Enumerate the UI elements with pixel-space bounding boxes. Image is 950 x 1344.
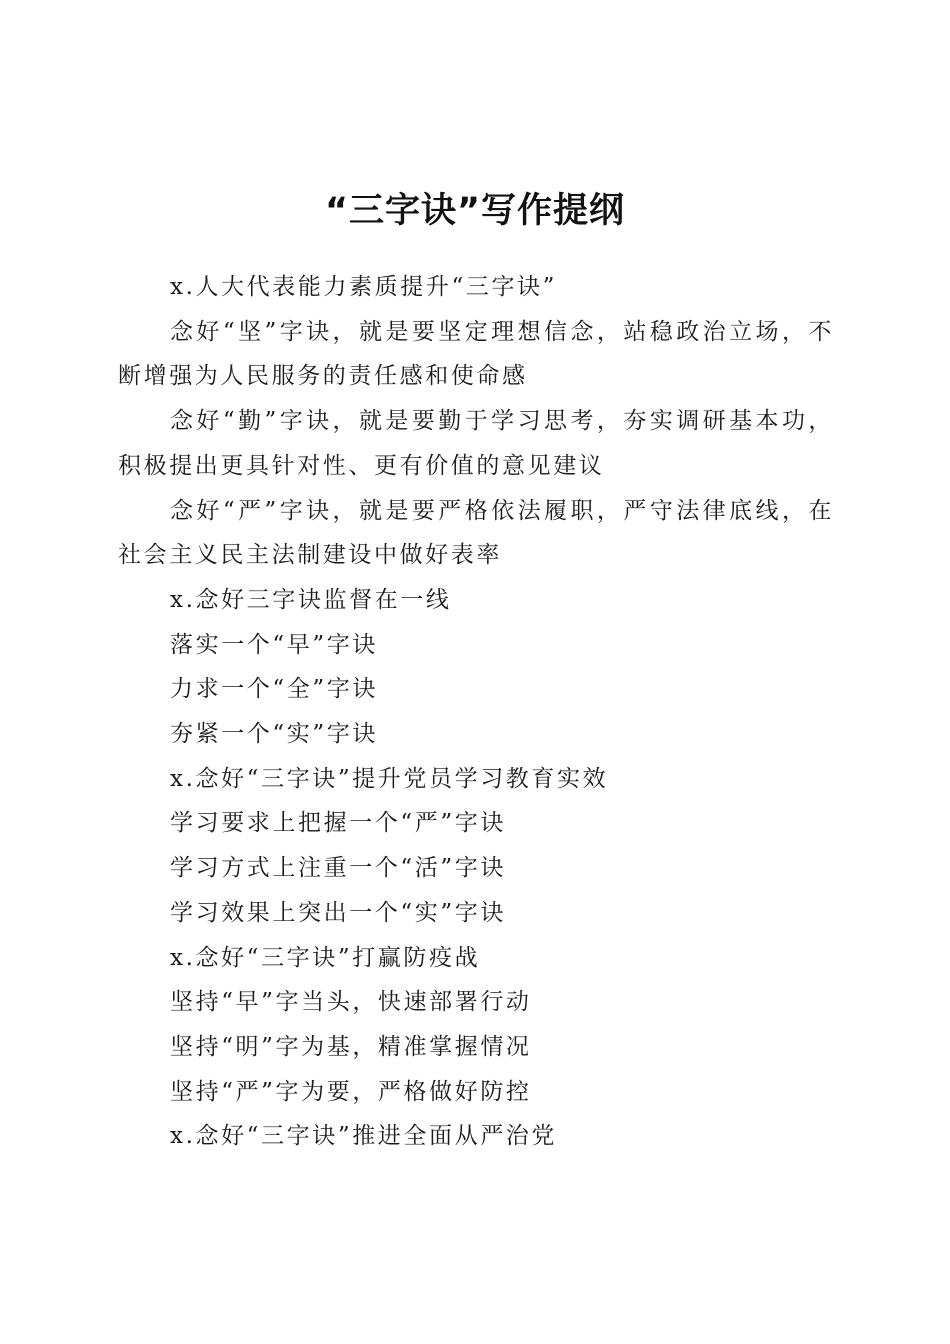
paragraph-jian: 念好“坚”字诀，就是要坚定理想信念，站稳政治立场，不断增强为人民服务的责任感和使命感 [118, 318, 834, 390]
paragraph-section-4-heading: x.念好“三字诀”打赢防疫战 [170, 944, 481, 971]
paragraph-section-3-heading: x.念好“三字诀”提升党员学习教育实效 [170, 765, 609, 792]
document-title: “三字诀”写作提纲 [324, 191, 625, 231]
paragraph-epidemic-zao: 坚持“早”字当头，快速部署行动 [170, 989, 532, 1016]
paragraph-study-yan: 学习要求上把握一个“严”字诀 [170, 810, 506, 837]
paragraph-epidemic-ming: 坚持“明”字为基，精准掌握情况 [170, 1033, 532, 1060]
paragraph-study-shi: 学习效果上突出一个“实”字诀 [170, 899, 506, 926]
paragraph-yan: 念好“严”字诀，就是要严格依法履职，严守法律底线，在社会主义民主法制建设中做好表率 [118, 497, 834, 569]
document-body [118, 265, 834, 1159]
paragraph-qin: 念好“勤”字诀，就是要勤于学习思考，夯实调研基本功，积极提出更具针对性、更有价值的意见建议 [118, 408, 834, 479]
paragraph-section-1-heading: x.人大代表能力素质提升“三字诀” [170, 274, 557, 300]
paragraph-section-5-heading: x.念好“三字诀”推进全面从严治党 [170, 1123, 557, 1150]
paragraph-section-2-heading: x.念好三字诀监督在一线 [170, 586, 452, 613]
paragraph-zao: 落实一个“早”字诀 [170, 631, 378, 658]
paragraph-study-huo: 学习方式上注重一个“活”字诀 [170, 855, 506, 882]
paragraph-shi: 夯紧一个“实”字诀 [170, 721, 378, 748]
paragraph-epidemic-yan: 坚持“严”字为要，严格做好防控 [170, 1078, 532, 1105]
paragraph-quan: 力求一个“全”字诀 [170, 676, 378, 703]
